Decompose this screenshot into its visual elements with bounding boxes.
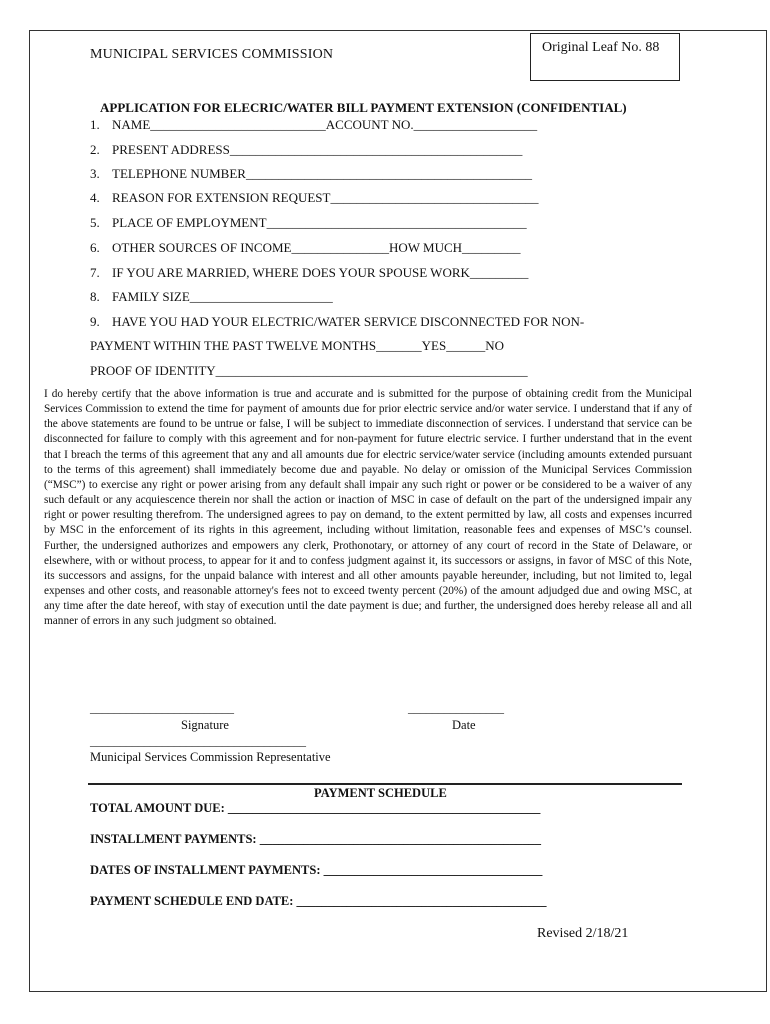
representative-label: Municipal Services Commission Representative xyxy=(90,750,331,764)
field-number: 7. xyxy=(90,265,100,280)
payment-schedule-heading: PAYMENT SCHEDULE xyxy=(314,786,447,800)
date-line[interactable]: ________________ xyxy=(408,701,504,715)
field-number: 6. xyxy=(90,240,100,255)
schedule-end-date-field[interactable]: PAYMENT SCHEDULE END DATE: ________________________________________ xyxy=(90,894,547,908)
field-4-reason[interactable] xyxy=(90,190,538,206)
field-2-present-address[interactable] xyxy=(90,142,522,158)
field-number: 3. xyxy=(90,166,100,181)
field-5-employment[interactable] xyxy=(90,215,527,231)
field-8-family-size[interactable] xyxy=(90,289,333,305)
signature-label: Signature xyxy=(181,718,229,732)
field-label: PRESENT ADDRESS_____________________________________________ xyxy=(112,142,523,157)
revision-date: Revised 2/18/21 xyxy=(537,926,629,941)
field-label: TELEPHONE NUMBER____________________________________________ xyxy=(112,166,532,181)
field-label: IF YOU ARE MARRIED, WHERE DOES YOUR SPOUSE WORK_________ xyxy=(112,265,529,280)
proof-of-identity-field[interactable]: PROOF OF IDENTITY________________________________________________ xyxy=(90,363,528,378)
field-label: OTHER SOURCES OF INCOME_______________HOW MUCH_________ xyxy=(112,240,521,255)
field-number: 2. xyxy=(90,142,100,157)
date-label: Date xyxy=(452,718,476,732)
field-label: NAME___________________________ACCOUNT NO.___________________ xyxy=(112,117,538,132)
field-number: 5. xyxy=(90,215,100,230)
field-label: HAVE YOU HAD YOUR ELECTRIC/WATER SERVICE DISCONNECTED FOR NON- xyxy=(112,314,585,329)
installment-dates-field[interactable]: DATES OF INSTALLMENT PAYMENTS: ___________________________________ xyxy=(90,863,543,877)
field-9-yes-no[interactable]: PAYMENT WITHIN THE PAST TWELVE MONTHS_______YES______NO xyxy=(90,338,504,353)
field-7-spouse-work[interactable] xyxy=(90,265,528,281)
field-number: 9. xyxy=(90,314,100,329)
field-1-name-account[interactable] xyxy=(90,117,537,133)
commission-name: MUNICIPAL SERVICES COMMISSION xyxy=(90,47,334,62)
certification-paragraph: I do hereby certify that the above information is true and accurate and is submitted for the purpose of obtaining credit from the Municipal Services Commission to extend the time for payment of amounts due for prior electric service and/or water service. I understand that if any of the above statements are found to be untrue or false, I will be subject to immediate disconnection of services. I understand that service can be disconnected for failure to comply with this agreement and for non-payment for future electric service. I further understand that in the event that I breach the terms of this agreement that any and all amounts due for electric service/water service (including amounts extended pursuant to the terms of this agreement) shall immediately become due and payable. No delay or omission of the Municipal Services Commission (“MSC”) to exercise any right or power arising from any default shall impair any such right or power or be considered to be a waiver of any such default or any acquiescence therein nor shall the action or inaction of MSC in case of default on the part of the undersigned impair any right or power resulting therefrom. The undersigned agrees to pay on demand, to the extent permitted by law, all costs and expenses incurred by MSC in the enforcement of its rights in this agreement, including without limitation, reasonable fees and expenses of MSC’s counsel. Further, the undersigned authorizes and empowers any clerk, Prothonotary, or attorney of any court of record in the State of Delaware, or elsewhere, with or without process, to appear for it and to confess judgment against it, its successors or assigns, in favor of MSC of this Note, its successors and assigns, for the unpaid balance with interest and all other amounts payable hereunder, including, but not limited to, legal expenses and other costs, and reasonable attorney's fees not to exceed twenty percent (20%) of the amount adjudged due and owing MSC, at any time after the date hereof, with stay of execution until the date payment is due; and further, the undersigned does hereby release all and all manner of errors in any such judgment so obtained. xyxy=(44,388,692,628)
field-number: 4. xyxy=(90,190,100,205)
signature-line[interactable]: ________________________ xyxy=(90,701,234,715)
field-6-other-income[interactable] xyxy=(90,240,521,256)
field-9-disconnected[interactable] xyxy=(90,314,584,330)
section-divider xyxy=(88,783,682,785)
total-amount-due-field[interactable]: TOTAL AMOUNT DUE: __________________________________________________ xyxy=(90,801,541,815)
field-label: FAMILY SIZE______________________ xyxy=(112,289,333,304)
field-label: PLACE OF EMPLOYMENT________________________________________ xyxy=(112,215,527,230)
field-label: REASON FOR EXTENSION REQUEST________________________________ xyxy=(112,190,539,205)
installment-payments-field[interactable]: INSTALLMENT PAYMENTS: _____________________________________________ xyxy=(90,832,541,846)
application-title: APPLICATION FOR ELECRIC/WATER BILL PAYMENT EXTENSION (CONFIDENTIAL) xyxy=(100,100,627,115)
representative-line[interactable]: ____________________________________ xyxy=(90,734,306,748)
field-number: 8. xyxy=(90,289,100,304)
leaf-number: Original Leaf No. 88 xyxy=(542,40,660,55)
field-3-telephone[interactable] xyxy=(90,166,532,182)
field-number: 1. xyxy=(90,117,100,132)
